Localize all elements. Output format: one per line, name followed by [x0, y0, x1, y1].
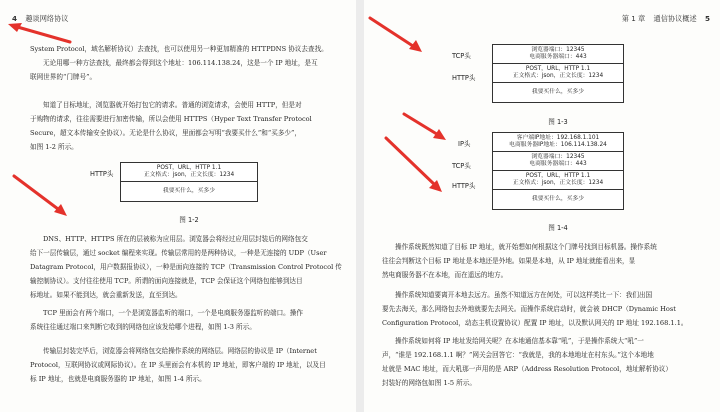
text-line: 标地址。如果不能到达，就会重新发送，直至到达。 [30, 291, 182, 299]
left-page [0, 0, 356, 412]
header-line: 浏览器端口：12345 [531, 154, 585, 160]
header-line: 正文格式：json，正文长度：1234 [143, 172, 235, 178]
book-gutter [356, 0, 364, 412]
annotation-arrow-icon [10, 172, 70, 218]
text-line: 标 IP 地址，也就是电商服务器的 IP 地址，如图 1-4 所示。 [30, 375, 206, 383]
text-line: System Protocol，域名解析协议）去查找，也可以使用另一种更加精准的 HTTPDNS 协议去查找。 [30, 45, 328, 53]
header-line: POST，URL，HTTP 1.1 [525, 173, 591, 179]
right-paragraph-2 [382, 288, 706, 330]
text-line: 然电商服务器不在本地，而在遥远的地方。 [382, 271, 508, 279]
text-line: 操作系统如何将 IP 地址发给网关呢？在本地通信基本靠“吼”，于是操作系统大“吼”一 [395, 337, 644, 345]
text-line: 操作系统既然知道了目标 IP 地址，就开始想如何根据这个门牌号找到目标机器。操作系统 [395, 243, 657, 251]
http-packet-box [120, 162, 258, 202]
text-line: 传输层封装完毕后，浏览器会将网络包交给操作系统的网络层。网络层的协议是 IP（Internet [43, 347, 317, 355]
text-line: TCP 里面会有两个端口，一个是浏览器监听的端口，一个是电商服务器监听的端口。操作 [43, 309, 303, 317]
text-line: 系统往往通过端口来判断它收到的网络包应该发给哪个进程，如图 1-3 所示。 [30, 323, 256, 331]
text-line: 知道了目标地址，浏览器就开始打包它的请求。普通的浏览请求，会使用 HTTP，但是对 [43, 101, 302, 109]
annotation-arrow-icon [4, 20, 74, 46]
right-page-number: 5 [704, 14, 710, 23]
annotation-arrow-icon [382, 134, 446, 194]
http-header-label: HTTP头 [90, 170, 114, 178]
text-line: 于购物的请求，往往需要进行加密传输，所以会使用 HTTPS（Hyper Text Transfer Protocol [30, 115, 312, 123]
text-line: 要先去海关，那么网络包去外地就要先去网关。而操作系统启动时，就会被 DHCP（Dynamic Host [382, 305, 676, 313]
left-book-title: 趣谈网络协议 [25, 14, 69, 23]
right-paragraph-3 [382, 334, 706, 390]
tcp-packet-box [492, 44, 624, 103]
http-header-label: HTTP头 [452, 74, 476, 82]
header-line: 电商服务器端口：443 [529, 54, 587, 60]
text-line: 输控制协议）。支付往往使用 TCP。所谓的面向连接就是，TCP 会保证这个网络包能够到达目 [30, 277, 303, 285]
text-line: Secure，超文本传输安全协议）。无论是什么协议，里面都会写明“我要买什么”和“买多少”， [30, 129, 301, 137]
left-paragraph-4 [30, 306, 338, 334]
http-header-label: HTTP头 [452, 182, 476, 190]
text-line: 无论用哪一种方法查找，最终都会得到这个地址：106.114.138.24，这是一个 IP 地址，是互 [43, 59, 318, 67]
text-line: 址就是 MAC 地址，而大吼那一声用的是 ARP（Address Resolution Protocol，地址解析协议） [382, 365, 672, 373]
text-line: 给下一层传输层，通过 socket 编程来实现。传输层常用的是两种协议，一种是无连接的 UDP（User [30, 249, 327, 257]
http-body-row: 我要买什么，买多少 [162, 188, 216, 194]
figure-caption: 图 1-4 [548, 224, 568, 232]
http-header-row [493, 171, 623, 190]
text-line: 联网世界的“门牌号”。 [30, 73, 97, 81]
tcp-header-row [493, 45, 623, 64]
ip-header-label: IP头 [458, 140, 471, 148]
header-line: 正文格式：json，正文长度：1234 [512, 73, 604, 79]
chapter-number: 第 1 章 [621, 14, 646, 23]
ip-header-row [493, 133, 623, 152]
http-body-row: 我要买什么，买多少 [531, 196, 585, 202]
text-line: 封装好的网络包如图 1-5 所示。 [382, 379, 476, 387]
header-line: POST，URL，HTTP 1.1 [156, 165, 222, 171]
figure-caption: 图 1-2 [179, 216, 199, 224]
left-paragraph-1 [30, 42, 338, 84]
ip-packet-box [492, 132, 624, 210]
text-line: 声，“谁是 192.168.1.1 啊？”网关会回答它：“我就是，我的本地地址在村东头。”这个本地地 [382, 351, 654, 359]
annotation-arrow-icon [366, 14, 426, 54]
figure-caption: 图 1-3 [548, 118, 568, 126]
left-paragraph-3 [30, 232, 342, 302]
header-line: POST，URL，HTTP 1.1 [525, 66, 591, 72]
http-header-row [121, 163, 257, 182]
text-line: 如图 1-2 所示。 [30, 143, 78, 151]
left-paragraph-2 [30, 98, 338, 154]
text-line: Configuration Protocol，动态主机设置协议）配置 IP 地址，以及默认网关的 IP 地址 192.168.1.1。 [382, 319, 688, 327]
http-header-row [493, 64, 623, 83]
http-body-row: 我要买什么，买多少 [531, 89, 585, 95]
header-line: 电商服务器IP地址：106.114.138.24 [509, 142, 607, 148]
header-line: 浏览器端口：12345 [531, 47, 585, 53]
right-paragraph-1 [382, 240, 706, 282]
text-line: Datagram Protocol，用户数据报协议），一种是面向连接的 TCP（Transmission Control Protocol 传 [30, 263, 342, 271]
text-line: 往往会判断这个目标 IP 地址是本地还是外地。如果是本地，从 IP 地址就能看出来，显 [382, 257, 636, 265]
right-running-head [622, 14, 710, 24]
left-page-number: 4 [12, 14, 18, 23]
left-paragraph-5 [30, 344, 338, 386]
text-line: 操作系统知道要离开本地去远方。虽然不知道远方在何处，可以这样类比一下：我们出国 [395, 291, 653, 299]
header-line: 正文格式：json，正文长度：1234 [512, 180, 604, 186]
right-page [364, 0, 720, 412]
chapter-title: 通信协议概述 [653, 14, 697, 23]
tcp-header-label: TCP头 [452, 162, 471, 170]
text-line: DNS、HTTP、HTTPS 所在的层被称为应用层。浏览器会将经过应用层封装后的网络包交 [43, 235, 308, 243]
tcp-header-label: TCP头 [452, 52, 471, 60]
text-line: Protocol，互联网协议或网际协议）。在 IP 头里面会有本机的 IP 地址，即客户端的 IP 地址，以及目 [30, 361, 326, 369]
tcp-header-row [493, 152, 623, 171]
header-line: 电商服务器端口：443 [529, 161, 587, 167]
header-line: 客户端IP地址：192.168.1.101 [516, 135, 600, 141]
